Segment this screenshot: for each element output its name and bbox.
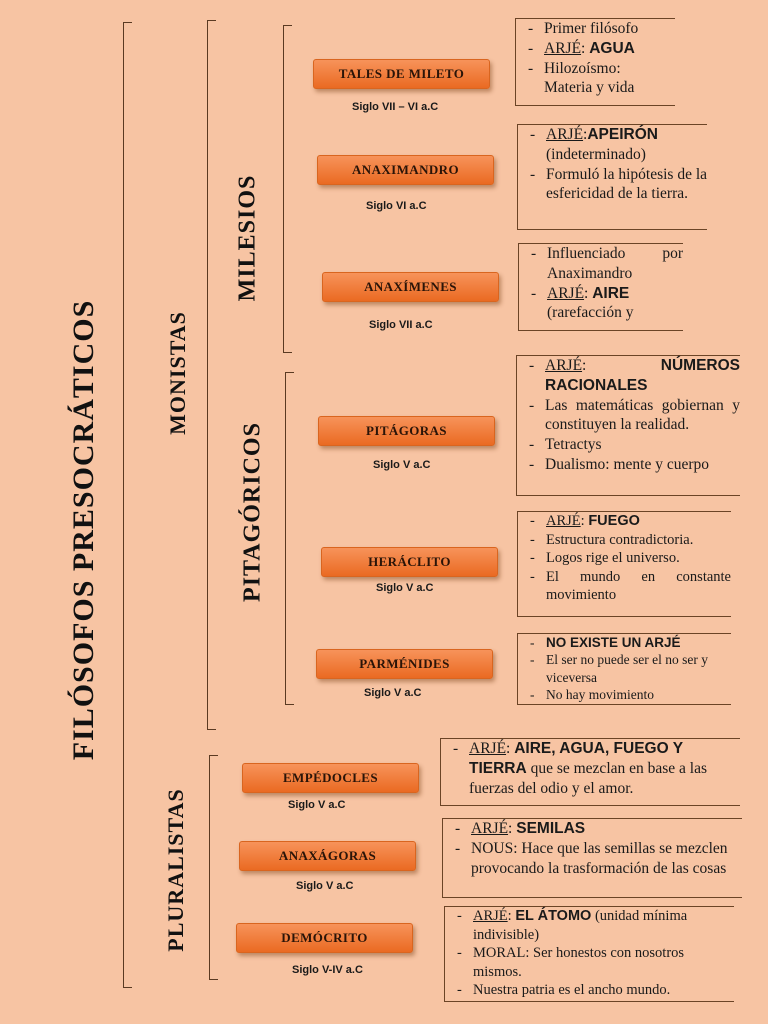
info-parmenides (517, 633, 731, 705)
info-item (524, 19, 675, 39)
info-item (526, 145, 707, 165)
era-anaxagoras: Siglo V a.C (296, 880, 354, 892)
info-text: Nuestra patria es el ancho mundo. (473, 982, 671, 999)
info-item (524, 59, 675, 79)
arje-label: ARJÉ (544, 39, 582, 57)
brace-main (123, 22, 132, 988)
info-item (449, 739, 740, 798)
info-text: MORAL: Ser honestos con nosotros mismos. (473, 945, 685, 980)
philosopher-democrito-button[interactable]: DEMÓCRITO (236, 923, 413, 953)
info-item (451, 819, 742, 839)
subgroup-title-milesios: MILESIOS (234, 174, 261, 302)
info-item (453, 981, 734, 1000)
info-text: Estructura contradictoria. (546, 531, 694, 548)
key-term: SEMILAS (516, 820, 586, 837)
info-text: Dualismo: mente y cuerpo (545, 456, 709, 474)
info-text: : (507, 908, 516, 924)
info-item (524, 78, 675, 98)
info-text: : (583, 126, 588, 143)
arje-label: ARJÉ (546, 513, 581, 529)
info-item (525, 356, 740, 396)
info-item (526, 686, 731, 703)
info-item (527, 284, 683, 304)
info-text: El mundo en constante movimiento (546, 568, 731, 604)
subgroup-title-pitagoricos: PITAGÓRICOS (239, 422, 266, 602)
info-empedocles (440, 738, 740, 806)
info-item (526, 549, 731, 568)
philosopher-pitagoras-button[interactable]: PITÁGORAS (318, 416, 495, 446)
info-text: Hilozoísmo: (544, 59, 621, 77)
info-text: No hay movimiento (546, 686, 654, 702)
info-item (526, 634, 731, 651)
info-text: Materia y vida (544, 79, 635, 97)
philosopher-heraclito-button[interactable]: HERÁCLITO (321, 547, 498, 577)
arje-label: ARJÉ (546, 126, 584, 143)
info-text: : (584, 284, 593, 302)
era-anaximandro: Siglo VI a.C (366, 200, 427, 212)
info-text: que se mezclan en base a las fuerzas del odio y el amor. (469, 759, 708, 797)
brace-milesios (283, 25, 292, 353)
info-item (451, 839, 742, 879)
brace-monistas (207, 20, 216, 730)
info-heraclito (517, 511, 731, 617)
key-term: AGUA (589, 39, 635, 57)
info-text: : (582, 357, 661, 374)
info-item (526, 125, 707, 145)
info-text: Influenciado por Anaximandro (547, 245, 683, 282)
philosopher-parmenides-button[interactable]: PARMÉNIDES (316, 649, 493, 679)
info-item (453, 907, 734, 944)
info-item (527, 244, 683, 284)
info-text: El ser no puede ser el no ser y viceversa (546, 652, 708, 685)
info-text: : (506, 740, 515, 757)
key-term: AIRE, AGUA, FUEGO Y TIERRA (469, 740, 683, 777)
arje-label: ARJÉ (471, 820, 509, 837)
philosopher-empedocles-button[interactable]: EMPÉDOCLES (242, 763, 419, 793)
info-anaximenes (518, 243, 683, 331)
arje-label: ARJÉ (473, 908, 508, 924)
info-text: Tetractys (545, 436, 602, 454)
info-text: (rarefacción y (547, 304, 634, 322)
key-term: NO EXISTE UN ARJÉ (546, 635, 681, 650)
info-item (526, 651, 731, 686)
key-term: EL ÁTOMO (515, 908, 592, 924)
info-text: (unidad mínima indivisible) (473, 908, 688, 943)
info-item (526, 165, 707, 205)
info-text: Logos rige el universo. (546, 550, 680, 567)
info-item (527, 303, 683, 323)
main-title: FILÓSOFOS PRESOCRÁTICOS (67, 299, 100, 761)
group-title-pluralistas: PLURALISTAS (163, 788, 188, 952)
info-democrito (444, 906, 734, 1002)
philosopher-anaxagoras-button[interactable]: ANAXÁGORAS (239, 841, 416, 871)
info-pitagoras (516, 355, 740, 496)
info-text: (indeterminado) (546, 145, 646, 163)
era-heraclito: Siglo V a.C (376, 582, 434, 594)
info-item (526, 568, 731, 605)
info-item (525, 455, 740, 475)
info-text: : (581, 39, 590, 57)
key-term: APEIRÓN (587, 126, 658, 143)
brace-pluralistas (209, 755, 218, 980)
era-parmenides: Siglo V a.C (364, 687, 422, 699)
info-text: NOUS: Hace que las semillas se mezclen provocando la trasformación de las cosas (471, 839, 728, 877)
info-item (524, 39, 675, 59)
info-item (526, 512, 731, 531)
philosopher-anaximenes-button[interactable]: ANAXÍMENES (322, 272, 499, 302)
group-title-monistas: MONISTAS (165, 311, 190, 435)
era-tales: Siglo VII – VI a.C (352, 101, 439, 113)
arje-label: ARJÉ (547, 284, 585, 302)
info-text: Las matemáticas gobiernan y constituyen la realidad. (545, 396, 740, 434)
era-anaximenes: Siglo VII a.C (369, 319, 433, 331)
key-term: FUEGO (588, 513, 640, 529)
info-item (453, 944, 734, 981)
info-item (526, 531, 731, 550)
info-text: : (580, 513, 589, 529)
key-term: AIRE (592, 284, 630, 302)
info-item (525, 396, 740, 436)
era-pitagoras: Siglo V a.C (373, 459, 431, 471)
info-item (525, 435, 740, 455)
info-anaximandro (517, 124, 707, 230)
info-text: Primer filósofo (544, 20, 639, 37)
info-text: : (508, 820, 517, 837)
era-democrito: Siglo V-IV a.C (292, 964, 363, 976)
arje-label: ARJÉ (469, 740, 507, 757)
era-empedocles: Siglo V a.C (288, 799, 346, 811)
info-text: Formuló la hipótesis de la esfericidad de la tierra. (546, 165, 708, 203)
arje-label: ARJÉ (545, 357, 583, 374)
brace-pitagoricos (285, 372, 294, 705)
info-tales (515, 18, 675, 106)
info-anaxagoras (442, 818, 742, 898)
philosopher-anaximandro-button[interactable]: ANAXIMANDRO (317, 155, 494, 185)
key-term: NÚMEROS RACIONALES (545, 357, 740, 394)
philosopher-tales-button[interactable]: TALES DE MILETO (313, 59, 490, 89)
